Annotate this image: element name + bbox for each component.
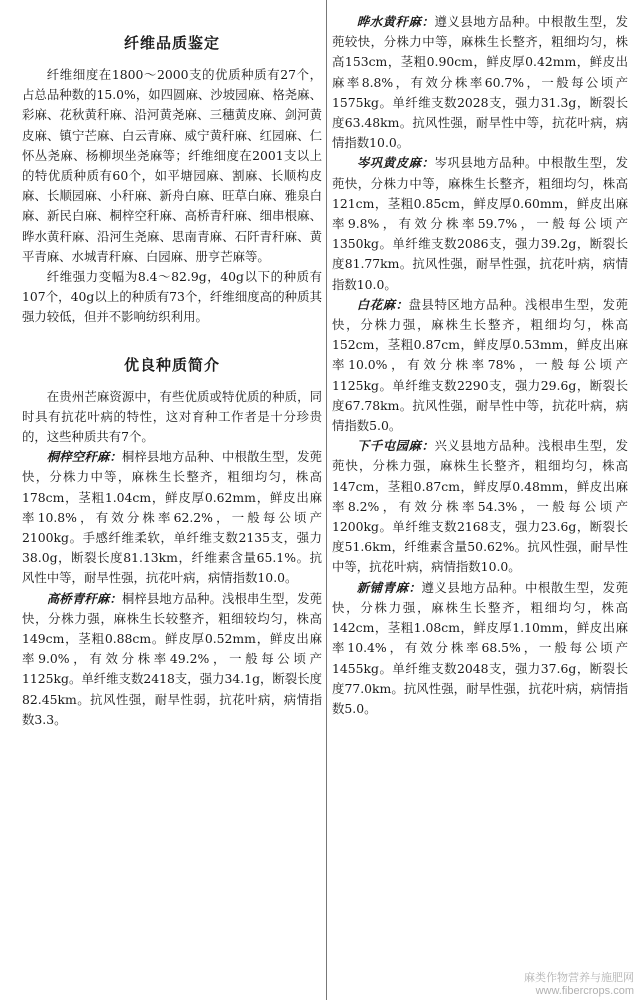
entry-name: 白花麻： xyxy=(356,296,409,312)
entry-name: 岑巩黄皮麻： xyxy=(356,155,435,171)
watermark xyxy=(524,972,634,998)
entry-text: 岑巩县地方品种。中根散生型，发蔸快，分株力中等，麻株生长整齐，粗细均匀，株高121cm，茎粗0.85cm，鲜皮厚0.60mm，鲜皮出麻率9.8%，有效分株率59.7%，一般每公顷产1350kg。单纤维支数2086支，强力39.2g，断裂长度81.77km。抗风性强，耐旱性强，抗花叶病，病情指数10.0。 xyxy=(332,155,629,292)
column-divider xyxy=(326,0,327,1000)
entry-name: 下千屯园麻： xyxy=(356,438,435,454)
entry-text: 兴义县地方品种。浅根串生型，发蔸快，分株力强，麻株生长整齐，粗细均匀，株高147cm，茎粗0.87cm，鲜皮厚0.48mm，鲜皮出麻率8.2%，有效分株率54.3%，一般每公顷产1200kg。单纤维支数2168支，强力23.6g，断裂长度51.6km，纤维素含量50.62%。抗风性强，耐旱性中等，抗花叶病，病情指数10.0。 xyxy=(332,438,629,575)
entry-baihuama xyxy=(332,295,628,436)
entry-name: 高桥青秆麻： xyxy=(46,590,122,606)
watermark-url: www.fibercrops.com xyxy=(535,985,634,997)
paragraph-fiber-strength: 纤维强力变幅为8.4～82.9g，40g以下的种质有107个，40g以上的种质有73个，纤维细度高的种质其强力较低，但并不影响纺织利用。 xyxy=(22,269,322,325)
entry-name: 新铺青麻： xyxy=(356,579,422,595)
entry-text: 盘县特区地方品种。浅根串生型，发蔸快，分株力强，麻株生长整齐，粗细均匀，株高152cm，茎粗0.87cm，鲜皮厚0.53mm，鲜皮出麻率10.0%，有效分株率78%，一般每公顷产1125kg。单纤维支数2290支，强力29.6g，断裂长度67.78km。抗风性强，耐旱性中等，抗花叶病，病情指数5.0。 xyxy=(332,296,629,434)
entry-name: 晔水黄秆麻： xyxy=(356,14,435,29)
entry-name: 桐梓空秆麻： xyxy=(46,449,122,465)
entry-text: 桐梓县地方品种、中根散生型，发蔸快，分株力中等，麻株生长整齐，粗细均匀，株高178cm，茎粗1.04cm，鲜皮厚0.62mm，鲜皮出麻率10.8%，有效分株率62.2%，一般每公顷产2100kg。手感纤维柔软，单纤维支数2135支，强力38.0g，断裂长度81.13km，纤维素含量65.1%。抗风性中等，耐旱性强，抗花叶病，病情指数10.0。 xyxy=(22,449,323,586)
entry-text: 遵义县地方品种。中根散生型，发蔸快，分株力强，麻株生长整齐，粗细均匀，株高142cm，茎粗1.08cm，鲜皮厚1.10mm，鲜皮出麻率10.4%，有效分株率68.5%，一般每公顷产1455kg。单纤维支数2048支，强力37.6g，断裂长度77.0km。抗风性强，耐旱性强，抗花叶病，病情指数5.0。 xyxy=(332,579,628,716)
entry-gaoqiao-qingganma xyxy=(22,589,322,730)
entry-cengong-huangpima xyxy=(332,153,628,294)
entry-xinpu-qingma xyxy=(332,578,628,719)
right-column xyxy=(332,12,628,719)
paragraph-fiber-fineness: 纤维细度在1800～2000支的优质种质有27个，占总品种数的15.0%，如四圆麻、沙坡园麻、格尧麻、彩麻、花秋黄秆麻、沿河黄尧麻、三穗黄皮麻、剑河黄皮麻、镇宁芒麻、白云青麻、威宁黄秆麻、红园麻、仁怀丛尧麻、杨柳坝坐尧麻等；纤维细度在2001支以上的特优质种质有60个，如平塘园麻、割麻、长顺构皮麻、长顺园麻、小秆麻、新舟白麻、旺草白麻、雅泉白麻、新民白麻、桐梓空秆麻、高桥青秆麻、细串根麻、晔水黄秆麻、沿河生尧麻、思南青麻、石阡青秆麻、黄平青麻、水城青秆麻、白园麻、册亨芒麻等。 xyxy=(22,67,322,264)
section-title-fiber-quality: 纤维品质鉴定 xyxy=(123,34,220,52)
left-column xyxy=(22,12,322,730)
section-title-fine-germplasm: 优良种质简介 xyxy=(123,355,220,374)
entry-tongzi-kongganma xyxy=(22,447,322,588)
paragraph-intro: 在贵州芒麻资源中，有些优质或特优质的种质，同时具有抗花叶病的特性，这对育种工作者是十分珍贵的，这些种质共有7个。 xyxy=(22,388,322,445)
entry-yeshui-huangganma xyxy=(332,12,628,153)
entry-text: 遵义县地方品种。中根散生型，发蔸较快，分株力中等，麻株生长整齐，粗细均匀，株高153cm，茎粗0.90cm，鲜皮厚0.42mm，鲜皮出麻率8.8%，有效分株率60.7%，一般每公顷产1575kg。单纤维支数2028支，强力31.3g，断裂长度63.48km。抗风性强，耐旱性中等，抗花叶病，病情指数10.0。 xyxy=(332,14,629,151)
watermark-site-name: 麻类作物营养与施肥网 xyxy=(524,972,634,984)
entry-xiaqiantun-yuanma xyxy=(332,436,628,577)
entry-text: 桐梓县地方品种。浅根串生型，发蔸快，分株力强，麻株生长较整齐，粗细较均匀，株高149cm，茎粗0.88cm。鲜皮厚0.52mm，鲜皮出麻率9.0%，有效分株率49.2%，一般每公顷产1125kg。单纤维支数2418支，强力34.1g，断裂长度82.45km。抗风性强，耐旱性弱，抗花叶病，病情指数3.3。 xyxy=(22,590,323,727)
